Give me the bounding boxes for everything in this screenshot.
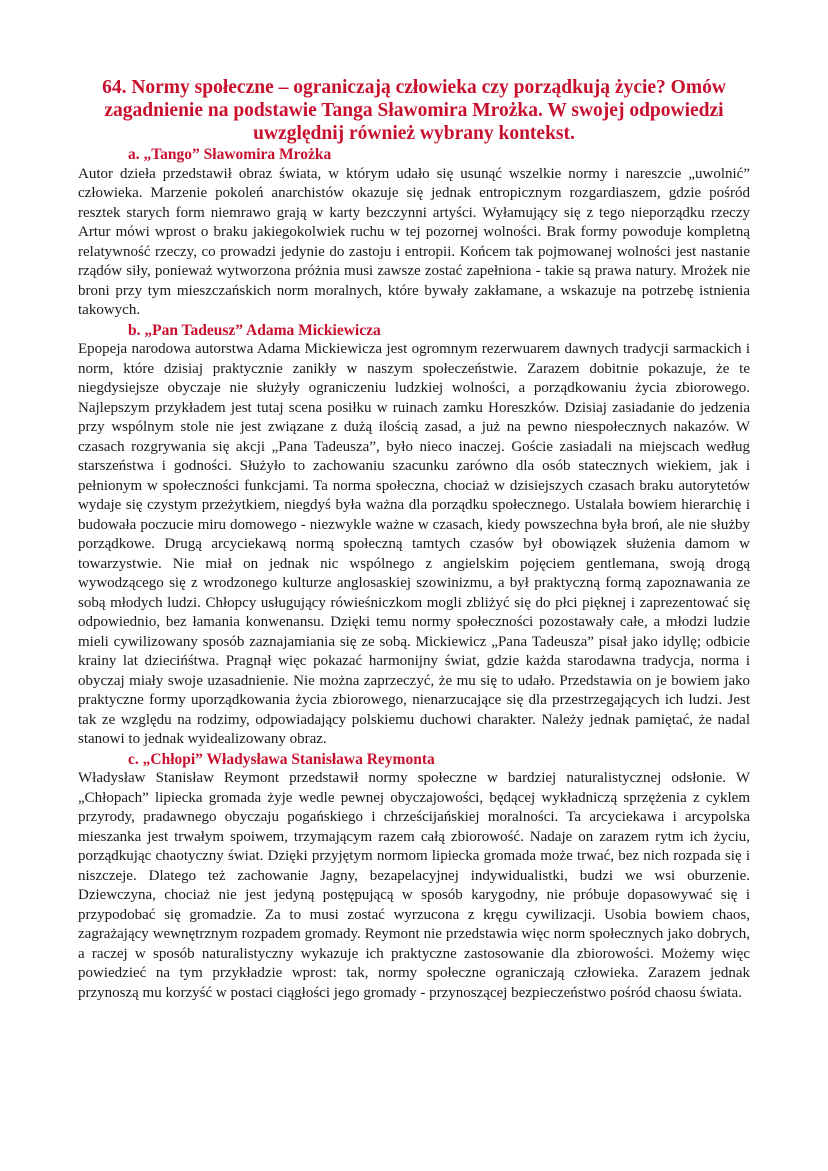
- section-body-chlopi: Władysław Stanisław Reymont przedstawił normy społeczne w bardziej naturalistycznej odsłonie. W „Chłopach” lipiecka gromada żyje wedle pewnej obyczajowości, będącej wykładniczą sprzężenia z cyklem przyrody, pradawnego obyczaju pogańskiego i chrześcijańskiej moralności. Ta arcyciekawa i arcypolska mieszanka jest trwałym spoiwem, trzymającym razem całą zbiorowość. Nadaje on zarazem rytm ich życiu, porządkując chaotyczny świat. Dzięki przyjętym normom lipiecka gromada może trwać, bez nich rozpada się i niszczeje. Dlatego też zachowanie Jagny, bezapelacyjnej indywidualistki, budzi we wsi oburzenie. Dziewczyna, chociaż nie jest jedyną postępującą w sposób karygodny, nie próbuje dopasowywać się i przypodobać się gromadzie. Za to musi zostać wyrzucona z kręgu cywilizacji. Usobia bowiem chaos, zagrażający wewnętrznym rozpadem gromady. Reymont nie przedstawia więc norm społecznych jako dobrych, a raczej w sposób naturalistyczny wykazuje ich praktyczne zastosowanie dla zbiorowości. Możemy więc powiedzieć na tym przykładzie wprost: tak, normy społeczne ograniczają człowieka. Zarazem jednak przynoszą mu korzyść w postaci ciągłości jego gromady - przynoszącej bezpieczeństwo pośród chaosu świata.: [78, 770, 750, 1001]
- section-chlopi: [78, 750, 750, 1004]
- section-pan-tadeusz: [78, 321, 750, 750]
- section-heading-chlopi: c. „Chłopi” Władysława Stanisława Reymonta: [128, 750, 435, 768]
- document-title: 64. Normy społeczne – ograniczają człowieka czy porządkują życie? Omów zagadnienie na podstawie Tanga Sławomira Mrożka. W swojej odpowiedzi uwzględnij również wybrany kontekst.: [102, 77, 726, 144]
- document-page: [78, 76, 750, 1003]
- section-heading-tango: a. „Tango” Sławomira Mrożka: [128, 146, 332, 163]
- section-body-pan-tadeusz: Epopeja narodowa autorstwa Adama Mickiewicza jest ogromnym rezerwuarem dawnych tradycji sarmackich i norm, które dzisiaj praktycznie zanikły w naszym społeczeństwie. Zarazem dobitnie pokazuje, że te niegdysiejsze obyczaje nie służyły ograniczeniu ludzkiej wolności, a porządkowaniu życia zbiorowego. Najlepszym przykładem jest tutaj scena posiłku w ruinach zamku Horeszków. Dzisiaj zasiadanie do jedzenia przy wspólnym stole nie jest związane z dużą ilością zasad, a już na pewno niespołecznych nakazów. W czasach rozgrywania się akcji „Pana Tadeusza”, było nieco inaczej. Goście zasiadali na miejscach według starszeństwa i godności. Służyło to zachowaniu szacunku zarówno dla osób statecznych wiekiem, jak i pełnionym w społeczności funkcjami. Ta norma społeczna, chociaż w dzisiejszych czasach braku autorytetów wydaje się czystym przeżytkiem, niegdyś była ważna dla porządku społecznego. Ustalała bowiem hierarchię i budowała poczucie miru domowego - niezwykle ważne w czasach, kiedy powszechna była broń, ale nie służby porządkowe. Drugą arcyciekawą normą społeczną tamtych czasów był obowiązek służenia damom w towarzystwie. Nie miał on jednak nic wspólnego z angielskim pojęciem gentlemana, swoją drogą wywodzącego się z wrodzonego kulturze anglosaskiej szowinizmu, a był praktyczną formą zapoznawania ze sobą młodych ludzi. Chłopcy usługujący rówieśniczkom mogli zbliżyć się do płci pięknej i zaprezentować się odpowiednio, bez łamania konwenansu. Dzięki temu normy społeczności pozostawały całe, a młodzi ludzie mieli cywilizowany sposób zaznajamiania się ze sobą. Mickiewicz „Pana Tadeusza” pisał jako idyllę; odbicie krainy lat dziecińśtwa. Pragnął więc pokazać harmonijny świat, gdzie każda starodawna tradycja, norma i obyczaj miały swoje uzasadnienie. Nie można zaprzeczyć, że mu się to udało. Przedstawia on je bowiem jako praktyczne formy uporządkowania życia zbiorowego, nienarzucające się dla przestrzegających ich ludzi. Jest tak ze względu na rodzimy, odpowiadający polskiemu duchowi charakter. Należy jednak pamiętać, że nadal stanowi to jednak wyidealizowany obraz.: [78, 341, 750, 747]
- section-tango: [78, 145, 750, 321]
- section-body-tango: Autor dzieła przedstawił obraz świata, w którym udało się usunąć wszelkie normy i nareszcie „uwolnić” człowieka. Marzenie pokoleń anarchistów okazuje się jednak entropicznym rozgardiaszem, gdzie pośród resztek starych form niemrawo grają w karty bezczynni artyści. Wyłamujący się z tego nieporządku rzeczy Artur mówi wprost o braku jakiegokolwiek ruchu w tej pozornej wolności. Brak formy powoduje kompletną relatywność rzeczy, co prowadzi jedynie do zastoju i entropii. Końcem tak pojmowanej wolności jest nastanie rządów siły, ponieważ wytworzona próżnia musi zawsze zostać zapełniona - takie są prawa natury. Mrożek nie broni przy tym mieszczańskich norm moralnych, które bywały zakłamane, a wskazuje na potrzebę istnienia takowych.: [78, 165, 750, 318]
- section-heading-pan-tadeusz: b. „Pan Tadeusz” Adama Mickiewicza: [128, 321, 381, 339]
